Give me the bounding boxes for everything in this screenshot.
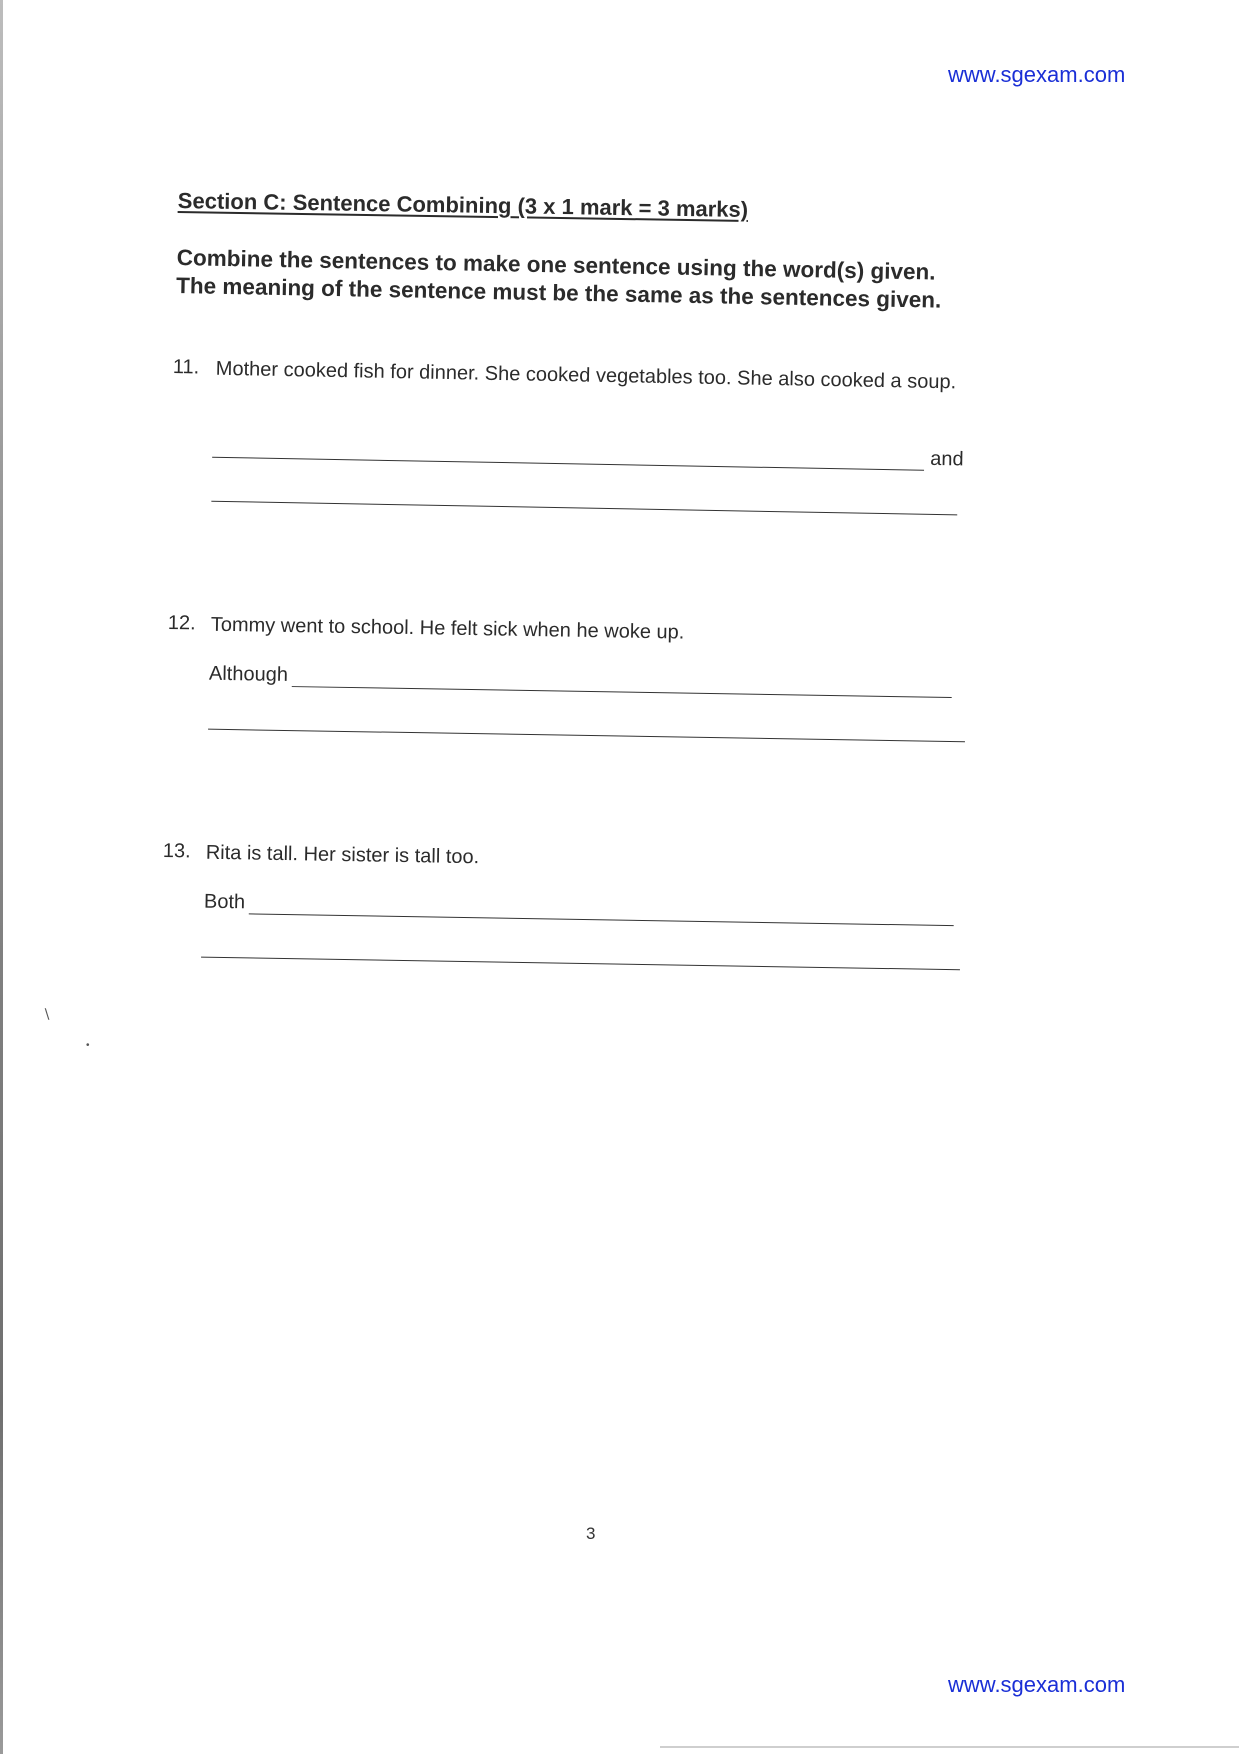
answer-row-1 (209, 663, 952, 698)
given-word: Both (203, 890, 246, 914)
question-text: Tommy went to school. He felt sick when he woke up. (210, 613, 685, 644)
question-number: 11. (172, 356, 200, 379)
instructions (176, 244, 997, 316)
section-heading: Section C: Sentence Combining (3 x 1 mark = 3 marks) (177, 188, 749, 222)
instruction-line-1: Combine the sentences to make one sentence using the word(s) given. (176, 244, 936, 285)
question-number: 12. (167, 612, 196, 635)
scan-speck: ∖ (42, 1006, 51, 1022)
answer-blank[interactable] (249, 893, 954, 926)
question-number: 13. (162, 840, 191, 863)
footer-site-link[interactable]: www.sgexam.com (948, 1672, 1126, 1697)
answer-row-1 (212, 435, 964, 472)
answer-blank[interactable] (201, 937, 960, 971)
page-number: 3 (586, 1524, 596, 1543)
answer-blank[interactable] (212, 437, 924, 471)
answer-blank[interactable] (292, 666, 952, 698)
answer-row-2 (208, 709, 965, 743)
header-site-link[interactable]: www.sgexam.com (948, 62, 1126, 87)
scan-left-edge (0, 0, 3, 1754)
answer-row-2 (211, 481, 957, 516)
instruction-line-2: The meaning of the sentence must be the same as the sentences given. (175, 272, 942, 313)
question-text: Mother cooked fish for dinner. She cooked vegetables too. She also cooked a soup. (215, 357, 957, 394)
given-word: and (930, 447, 964, 471)
given-word: Although (208, 662, 289, 686)
answer-row-2 (201, 937, 960, 971)
scan-bottom-edge (660, 1746, 1239, 1748)
answer-blank[interactable] (208, 709, 965, 743)
question-text: Rita is tall. Her sister is tall too. (205, 841, 480, 869)
answer-row-1 (204, 891, 954, 926)
answer-blank[interactable] (211, 481, 957, 516)
scan-speck: • (86, 1040, 90, 1051)
